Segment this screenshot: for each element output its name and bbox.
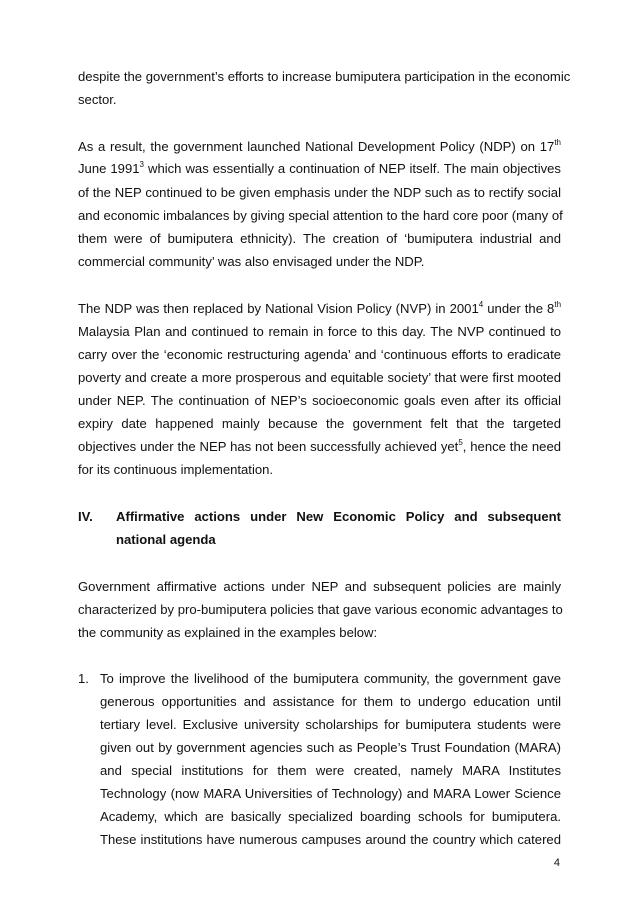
paragraph-line: poverty and create a more prosperous and equitable society’ that were first mooted (78, 370, 561, 385)
paragraph-line: commercial community’ was also envisaged under the NDP. (78, 254, 425, 269)
superscript: th (554, 300, 562, 309)
paragraph-line: Government affirmative actions under NEP and subsequent policies are mainly (78, 579, 561, 594)
superscript: th (554, 138, 561, 147)
footnote-ref: 5 (458, 438, 463, 447)
paragraph-line: As a result, the government launched National Development Policy (NDP) on 17th (78, 138, 561, 154)
paragraph-line: the community as explained in the examples below: (78, 625, 378, 640)
paragraph-line: expiry date happened mainly because the government felt that the targeted (78, 416, 561, 431)
footnote-ref: 3 (139, 160, 144, 169)
list-item-line: given out by government agencies such as People’s Trust Foundation (MARA) (100, 740, 561, 755)
paragraph-line: sector. (78, 92, 117, 107)
paragraph-line: for its continuous implementation. (78, 462, 274, 477)
paragraph-line: carry over the ‘economic restructuring agenda’ and ‘continuous efforts to eradicate (78, 347, 561, 362)
paragraph-line: under NEP. The continuation of NEP’s socioeconomic goals even after its official (78, 393, 561, 408)
list-item-line: Technology (now MARA Universities of Technology) and MARA Lower Science (100, 786, 561, 801)
paragraph-line: objectives under the NEP has not been successfully achieved yet$^5$, hence the need (78, 438, 562, 454)
paragraph-line: of the NEP continued to be given emphasis under the NDP such as to rectify social (78, 185, 561, 200)
page-number: 4 (553, 857, 560, 869)
section-heading-continued (78, 532, 561, 548)
section-title-line: Affirmative actions under New Economic Policy and subsequent (116, 509, 561, 524)
section-heading (78, 509, 561, 525)
paragraph-line: despite the government’s efforts to increase bumiputera participation in the economic (78, 69, 571, 84)
list-item-line: tertiary level. Exclusive university scholarships for bumiputera students were (100, 717, 561, 732)
list-item-line: To improve the livelihood of the bumiputera community, the government gave (100, 671, 561, 686)
section-number: IV. (78, 509, 93, 524)
section-title-line: national agenda (116, 532, 216, 547)
paragraph-line: and economic imbalances by giving special attention to the hard core poor (many of (78, 208, 563, 223)
paragraph-line: June 1991$^3$ which was essentially a continuation of NEP itself. The main objectives (78, 160, 561, 176)
paragraph-line: characterized by pro-bumiputera policies that gave various economic advantages to (78, 602, 563, 617)
footnote-ref: 4 (478, 300, 484, 309)
paragraph-line: The NDP was then replaced by National Vision Policy (NVP) in 2001$^4$ under the 8th (78, 300, 562, 316)
list-number: 1. (78, 671, 89, 686)
list-item-line: and special institutions for them were created, namely MARA Institutes (100, 763, 561, 778)
paragraph-line: them were of bumiputera ethnicity). The creation of ‘bumiputera industrial and (78, 231, 561, 246)
list-item-line: Academy, which are basically specialized boarding schools for bumiputera. (100, 809, 561, 824)
paragraph-line: Malaysia Plan and continued to remain in force to this day. The NVP continued to (78, 324, 561, 339)
list-item-line: These institutions have numerous campuses around the country which catered (100, 832, 561, 847)
list-item-line: generous opportunities and assistance for them to undergo education until (100, 694, 561, 709)
